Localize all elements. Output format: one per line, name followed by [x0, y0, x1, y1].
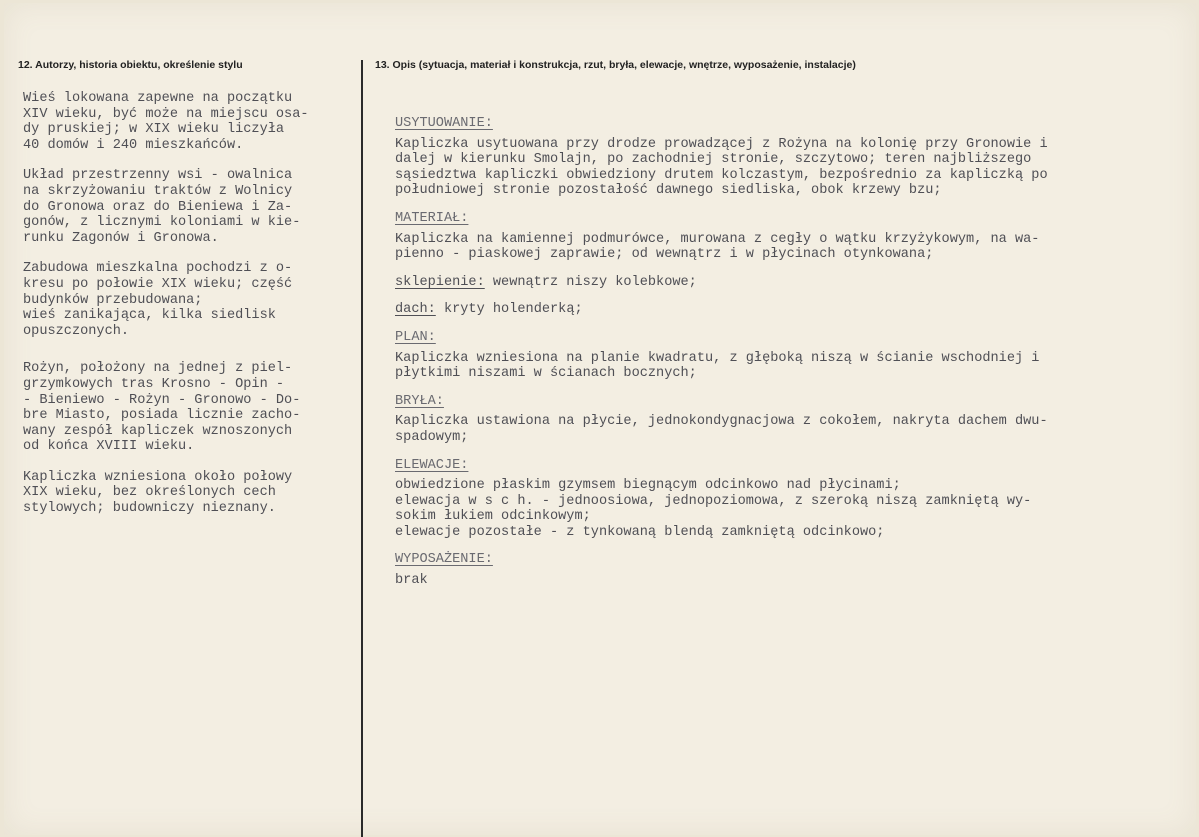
text-line: południowej stronie pozostałość dawnego siedliska, obok krzewy bzu;	[395, 183, 942, 199]
description-column	[395, 116, 1185, 601]
text-line: sąsiedztwa kapliczki obwiedziony drutem kolczastym, bezpośrednio za kapliczką po	[395, 167, 1048, 183]
dach-label: dach:	[395, 302, 436, 318]
material-heading: MATERIAŁ:	[395, 210, 469, 226]
text-line: 40 domów i 240 mieszkańców.	[23, 137, 244, 153]
text-line: wieś zanikająca, kilka siedlisk	[23, 308, 276, 324]
text-line: dalej w kierunku Smolajn, po zachodniej stronie, szczytowo; teren najbliższego	[395, 152, 1032, 168]
text-line: elewacje pozostałe - z tynkowaną blendą zamkniętą odcinkowo;	[395, 524, 885, 540]
text-line: opuszczonych.	[23, 323, 130, 339]
section-sklepienie	[395, 275, 1185, 291]
text-line: Kapliczka wzniesiona na planie kwadratu, z głęboką niszą w ścianie wschodniej i	[395, 350, 1040, 366]
text-line: gonów, z licznymi koloniami w kie-	[23, 215, 301, 231]
usytuowanie-heading: USYTUOWANIE:	[395, 116, 493, 131]
text-line: - Bieniewo - Rożyn - Gronowo - Do-	[23, 392, 301, 408]
text-line: Wieś lokowana zapewne na początku	[23, 91, 293, 106]
history-paragraph	[23, 470, 353, 517]
section-plan	[395, 330, 1185, 382]
text-line: bre Miasto, posiada licznie zacho-	[23, 408, 301, 424]
section-usytuowanie	[395, 116, 1185, 199]
plan-heading: PLAN:	[395, 329, 436, 345]
text-line: Zabudowa mieszkalna pochodzi z o-	[23, 261, 293, 277]
text-line: Kapliczka na kamiennej podmurówce, murowana z cegły o wątku krzyżykowym, na wa-	[395, 231, 1040, 247]
text-line: elewacja w s c h. - jednoosiowa, jednopoziomowa, z szeroką niszą zamkniętą wy-	[395, 493, 1032, 509]
bryla-heading: BRYŁA:	[395, 393, 444, 409]
text-line: runku Zagonów i Gronowa.	[23, 230, 219, 246]
section-13-header: 13. Opis (sytuacja, materiał i konstrukcja, rzut, bryła, elewacje, wnętrze, wyposażenie, instalacje)	[375, 59, 856, 71]
section-12-header: 12. Autorzy, historia obiektu, określenie stylu	[18, 59, 243, 71]
text-line: do Gronowa oraz do Bieniewa i Za-	[23, 199, 293, 215]
elewacje-heading: ELEWACJE:	[395, 457, 469, 473]
text-line: Rożyn, położony na jednej z piel-	[23, 361, 293, 377]
text-line: Kapliczka usytuowana przy drodze prowadzącej z Rożyna na kolonię przy Gronowie i	[395, 136, 1048, 152]
text-line: na skrzyżowaniu traktów z Wolnicy	[23, 183, 293, 199]
text-line: grzymkowych tras Krosno - Opin -	[23, 376, 285, 392]
text-line: od końca XVIII wieku.	[23, 439, 195, 455]
sklepienie-text: wewnątrz niszy kolebkowe;	[484, 274, 697, 290]
section-material	[395, 211, 1185, 263]
wyposazenie-heading: WYPOSAŻENIE:	[395, 552, 493, 568]
section-dach	[395, 302, 1185, 318]
text-line: kresu po połowie XIX wieku; część	[23, 276, 293, 292]
dach-text: kryty holenderką;	[435, 302, 583, 318]
section-wyposazenie	[395, 552, 1185, 588]
text-line: stylowych; budowniczy nieznany.	[23, 501, 276, 517]
text-line: brak	[395, 573, 428, 589]
text-line: dy pruskiej; w XIX wieku liczyła	[23, 122, 285, 138]
text-line: Kapliczka ustawiona na płycie, jednokondygnacjowa z cokołem, nakryta dachem dwu-	[395, 414, 1048, 430]
text-line: Kapliczka wzniesiona około połowy	[23, 469, 293, 485]
sklepienie-label: sklepienie:	[395, 274, 485, 290]
text-line: wany zespół kapliczek wznoszonych	[23, 423, 293, 439]
text-line: spadowym;	[395, 429, 469, 445]
text-line: płytkimi niszami w ścianach bocznych;	[395, 366, 697, 382]
text-line: obwiedzione płaskim gzymsem biegnącym odcinkowo nad płycinami;	[395, 478, 901, 494]
history-paragraph	[23, 91, 353, 153]
section-bryla	[395, 394, 1185, 446]
history-paragraph	[23, 261, 353, 339]
history-paragraph	[23, 168, 353, 246]
text-line: Układ przestrzenny wsi - owalnica	[23, 168, 293, 184]
history-paragraph	[23, 361, 353, 455]
text-line: XIX wieku, bez określonych cech	[23, 485, 276, 501]
column-divider	[361, 60, 363, 837]
text-line: XIV wieku, być może na miejscu osa-	[23, 106, 309, 122]
text-line: sokim łukiem odcinkowym;	[395, 509, 591, 525]
text-line: pienno - piaskowej zaprawie; od wewnątrz i w płycinach otynkowana;	[395, 247, 934, 263]
text-line: budynków przebudowana;	[23, 292, 203, 308]
section-elewacje	[395, 458, 1185, 541]
history-column	[23, 91, 353, 532]
